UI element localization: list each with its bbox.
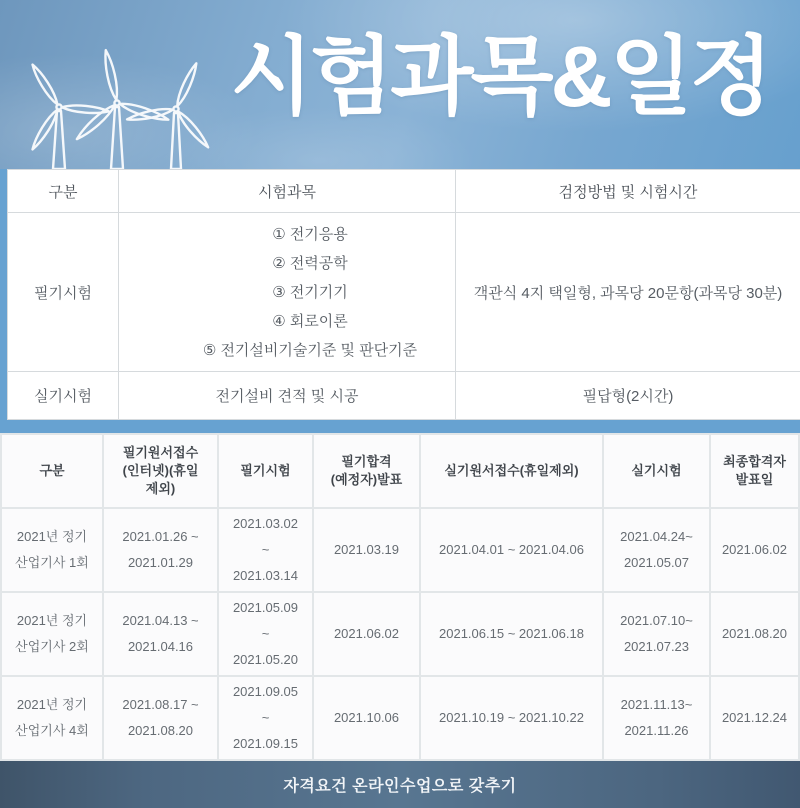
schedule-table (0, 433, 800, 761)
subject-item: ① 전기응용 (165, 220, 455, 249)
footer-banner (0, 761, 800, 808)
practical-exam-subject: 전기설비 견적 및 시공 (119, 372, 456, 420)
written-exam-dates: 2021.05.09 ~ 2021.05.20 (219, 593, 312, 675)
subject-item: ④ 회로이론 (165, 307, 455, 336)
written-pass-date: 2021.06.02 (314, 593, 419, 675)
written-exam-row (8, 213, 800, 372)
written-reg-dates: 2021.04.13 ~ 2021.04.16 (104, 593, 217, 675)
col-header-method: 검정방법 및 시험시간 (456, 170, 800, 213)
round-name: 2021년 정기 산업기사 1회 (2, 509, 102, 591)
sched-col-final: 최종합격자 발표일 (711, 435, 798, 507)
sched-col-written-exam: 필기시험 (219, 435, 312, 507)
col-header-category: 구분 (8, 170, 119, 213)
sched-col-practical-exam: 실기시험 (604, 435, 709, 507)
subject-item: ② 전력공학 (165, 249, 455, 278)
final-pass-date: 2021.08.20 (711, 593, 798, 675)
sched-col-category: 구분 (2, 435, 102, 507)
final-pass-date: 2021.06.02 (711, 509, 798, 591)
sched-col-written-reg: 필기원서접수 (인터넷)(휴일 제외) (104, 435, 217, 507)
practical-exam-category: 실기시험 (8, 372, 119, 420)
written-reg-dates: 2021.01.26 ~ 2021.01.29 (104, 509, 217, 591)
practical-exam-row (8, 372, 800, 420)
practical-exam-dates: 2021.07.10~ 2021.07.23 (604, 593, 709, 675)
footer-text: 자격요건 온라인수업으로 갖추기 (283, 773, 516, 796)
practical-exam-method: 필답형(2시간) (456, 372, 800, 420)
practical-reg-dates: 2021.06.15 ~ 2021.06.18 (421, 593, 602, 675)
col-header-subjects: 시험과목 (119, 170, 456, 213)
sched-col-practical-reg: 실기원서접수(휴일제외) (421, 435, 602, 507)
written-exam-dates: 2021.09.05 ~ 2021.09.15 (219, 677, 312, 759)
written-exam-category: 필기시험 (8, 213, 119, 372)
subjects-table (7, 169, 800, 420)
sched-col-written-pass: 필기합격 (예정자)발표 (314, 435, 419, 507)
subject-item: ⑤ 전기설비기술기준 및 판단기준 (165, 336, 455, 365)
written-exam-method: 객관식 4지 택일형, 과목당 20문항(과목당 30분) (456, 213, 800, 372)
subjects-header-row (8, 170, 800, 213)
written-exam-subjects (119, 213, 456, 372)
written-pass-date: 2021.03.19 (314, 509, 419, 591)
subjects-table-section (7, 169, 800, 420)
schedule-row-1 (2, 509, 798, 591)
page-title: 시험과목&일정 (210, 30, 790, 125)
practical-exam-dates: 2021.11.13~ 2021.11.26 (604, 677, 709, 759)
written-exam-dates: 2021.03.02 ~ 2021.03.14 (219, 509, 312, 591)
practical-exam-dates: 2021.04.24~ 2021.05.07 (604, 509, 709, 591)
schedule-row-3 (2, 677, 798, 759)
round-name: 2021년 정기 산업기사 2회 (2, 593, 102, 675)
schedule-header-row (2, 435, 798, 507)
practical-reg-dates: 2021.10.19 ~ 2021.10.22 (421, 677, 602, 759)
written-reg-dates: 2021.08.17 ~ 2021.08.20 (104, 677, 217, 759)
subject-item: ③ 전기기기 (165, 278, 455, 307)
practical-reg-dates: 2021.04.01 ~ 2021.04.06 (421, 509, 602, 591)
written-pass-date: 2021.10.06 (314, 677, 419, 759)
schedule-row-2 (2, 593, 798, 675)
round-name: 2021년 정기 산업기사 4회 (2, 677, 102, 759)
final-pass-date: 2021.12.24 (711, 677, 798, 759)
wind-turbines-icon (14, 29, 224, 169)
hero-header (0, 0, 800, 169)
